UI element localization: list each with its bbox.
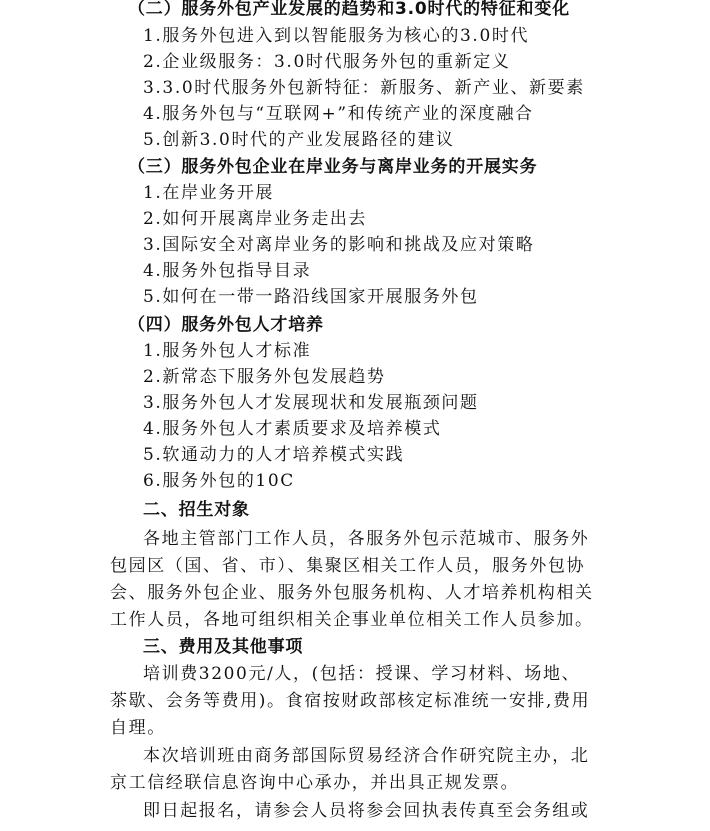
paragraph-line: 培训费3200元/人，(包括：授课、学习材料、场地、 xyxy=(143,664,581,684)
section-heading-talent: （四）服务外包人才培养 xyxy=(128,315,324,335)
paragraph-line: 茶歇、会务等费用)。食宿按财政部核定标准统一安排,费用 xyxy=(110,691,591,711)
list-item: 2.企业级服务：3.0时代服务外包的重新定义 xyxy=(143,52,511,72)
section-heading-onshore-offshore: （三）服务外包企业在岸业务与离岸业务的开展实务 xyxy=(128,157,538,177)
list-item: 3.服务外包人才发展现状和发展瓶颈问题 xyxy=(143,393,479,413)
list-item: 2.如何开展离岸业务走出去 xyxy=(143,209,368,229)
paragraph-line: 京工信经联信息咨询中心承办，并出具正规发票。 xyxy=(110,773,520,793)
list-item: 5.创新3.0时代的产业发展路径的建议 xyxy=(143,130,455,150)
list-item: 1.服务外包人才标准 xyxy=(143,341,312,361)
list-item: 3.3.0时代服务外包新特征：新服务、新产业、新要素 xyxy=(143,78,585,98)
paragraph-line: 包园区（国、省、市）、集聚区相关工作人员，服务外包协 xyxy=(110,556,586,576)
list-item: 5.软通动力的人才培养模式实践 xyxy=(143,445,405,465)
list-item: 4.服务外包指导目录 xyxy=(143,261,312,281)
paragraph-line: 会、服务外包企业、服务外包服务机构、人才培养机构相关 xyxy=(110,583,594,603)
list-item: 1.服务外包进入到以智能服务为核心的3.0时代 xyxy=(143,26,530,46)
section-heading-fees: 三、费用及其他事项 xyxy=(143,637,304,657)
list-item: 4.服务外包与“互联网+”和传统产业的深度融合 xyxy=(143,104,534,124)
section-heading-enrollment: 二、招生对象 xyxy=(143,500,250,520)
list-item: 2.新常态下服务外包发展趋势 xyxy=(143,367,386,387)
paragraph-line: 工作人员，各地可组织相关企事业单位相关工作人员参加。 xyxy=(110,610,594,630)
list-item: 4.服务外包人才素质要求及培养模式 xyxy=(143,419,442,439)
list-item: 5.如何在一带一路沿线国家开展服务外包 xyxy=(143,287,479,307)
section-heading-trends: （二）服务外包产业发展的趋势和3.0时代的特征和变化 xyxy=(128,0,570,19)
list-item: 6.服务外包的10C xyxy=(143,471,295,491)
paragraph-line: 即日起报名，请参会人员将参会回执表传真至会务组或 xyxy=(143,801,590,821)
paragraph-line: 自理。 xyxy=(110,718,166,738)
paragraph-line: 各地主管部门工作人员，各服务外包示范城市、服务外 xyxy=(143,529,590,549)
list-item: 1.在岸业务开展 xyxy=(143,183,275,203)
paragraph-line: 本次培训班由商务部国际贸易经济合作研究院主办，北 xyxy=(143,746,590,766)
list-item: 3.国际安全对离岸业务的影响和挑战及应对策略 xyxy=(143,235,535,255)
